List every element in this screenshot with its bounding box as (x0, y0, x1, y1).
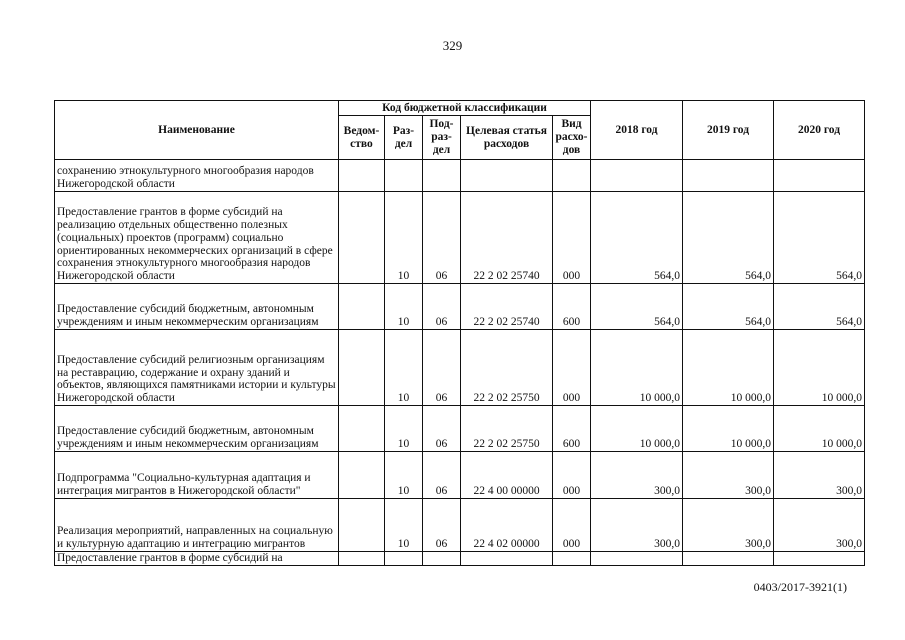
row-2019: 300,0 (683, 452, 774, 499)
row-razdel: 10 (385, 499, 423, 552)
header-vedomstvo: Ведом-ство (339, 116, 385, 160)
row-2019: 10 000,0 (683, 330, 774, 406)
row-name: Предоставление субсидий бюджетным, автономным учреждениям и иным некоммерческим организациям (55, 284, 339, 330)
row-vedomstvo (339, 192, 385, 284)
row-2020 (774, 160, 865, 192)
row-name: сохранению этнокультурного многообразия народов Нижегородской области (55, 160, 339, 192)
row-name: Предоставление грантов в форме субсидий на (55, 552, 339, 566)
table-row (55, 499, 865, 552)
row-2019: 564,0 (683, 284, 774, 330)
row-vedomstvo (339, 406, 385, 452)
row-podrazdel (423, 160, 461, 192)
table-row (55, 552, 865, 566)
row-target-article: 22 2 02 25750 (461, 330, 553, 406)
row-target-article: 22 2 02 25750 (461, 406, 553, 452)
row-expense-type: 000 (553, 452, 591, 499)
row-podrazdel: 06 (423, 330, 461, 406)
header-2019: 2019 год (683, 101, 774, 160)
row-podrazdel (423, 552, 461, 566)
row-vedomstvo (339, 552, 385, 566)
row-expense-type: 000 (553, 192, 591, 284)
row-name: Предоставление субсидий бюджетным, автономным учреждениям и иным некоммерческим организациям (55, 406, 339, 452)
row-2020: 564,0 (774, 192, 865, 284)
header-target-article: Целевая статья расходов (461, 116, 553, 160)
row-2018 (591, 160, 683, 192)
row-name: Подпрограмма "Социально-культурная адаптация и интеграция мигрантов в Нижегородской области" (55, 452, 339, 499)
page-number: 329 (442, 38, 463, 53)
row-2020: 10 000,0 (774, 406, 865, 452)
row-vedomstvo (339, 452, 385, 499)
row-expense-type: 600 (553, 406, 591, 452)
row-2019: 300,0 (683, 499, 774, 552)
row-expense-type: 000 (553, 499, 591, 552)
document-code: 0403/2017-3921(1) (753, 580, 847, 594)
header-budget-code-group: Код бюджетной классификации (339, 101, 591, 116)
row-razdel: 10 (385, 330, 423, 406)
table-row (55, 406, 865, 452)
row-name: Предоставление субсидий религиозным организациям на реставрацию, содержание и охрану зданий и объектов, являющихся памятниками истории и культуры Нижегородской области (55, 330, 339, 406)
row-name: Предоставление грантов в форме субсидий на реализацию отдельных общественно полезных (социальных) проектов (программ) социально ориентированных некоммерческих организаций в сфере сохранения этнокультурного многообразия народов Нижегородской области (55, 192, 339, 284)
row-2018: 564,0 (591, 284, 683, 330)
row-target-article (461, 160, 553, 192)
row-vedomstvo (339, 499, 385, 552)
row-2018: 300,0 (591, 452, 683, 499)
row-name: Реализация мероприятий, направленных на социальную и культурную адаптацию и интеграцию мигрантов (55, 499, 339, 552)
table-row (55, 160, 865, 192)
row-2018: 564,0 (591, 192, 683, 284)
row-expense-type (553, 160, 591, 192)
row-razdel: 10 (385, 192, 423, 284)
row-razdel: 10 (385, 406, 423, 452)
row-2019: 10 000,0 (683, 406, 774, 452)
row-2018: 300,0 (591, 499, 683, 552)
row-target-article: 22 2 02 25740 (461, 284, 553, 330)
header-podrazdel: Под-раз-дел (423, 116, 461, 160)
row-podrazdel: 06 (423, 192, 461, 284)
row-2020: 300,0 (774, 452, 865, 499)
row-razdel: 10 (385, 452, 423, 499)
row-podrazdel: 06 (423, 452, 461, 499)
row-vedomstvo (339, 330, 385, 406)
row-2018: 10 000,0 (591, 406, 683, 452)
header-expense-type: Вид расхо-дов (553, 116, 591, 160)
table-row (55, 330, 865, 406)
row-2020: 300,0 (774, 499, 865, 552)
row-podrazdel: 06 (423, 499, 461, 552)
budget-table (54, 100, 865, 566)
row-podrazdel: 06 (423, 284, 461, 330)
row-target-article: 22 4 00 00000 (461, 452, 553, 499)
row-vedomstvo (339, 160, 385, 192)
row-razdel: 10 (385, 284, 423, 330)
header-2018: 2018 год (591, 101, 683, 160)
row-2019: 564,0 (683, 192, 774, 284)
header-name: Наименование (55, 101, 339, 160)
row-2020 (774, 552, 865, 566)
row-expense-type: 000 (553, 330, 591, 406)
row-vedomstvo (339, 284, 385, 330)
row-expense-type (553, 552, 591, 566)
header-razdel: Раз-дел (385, 116, 423, 160)
row-target-article (461, 552, 553, 566)
row-2020: 564,0 (774, 284, 865, 330)
row-2018 (591, 552, 683, 566)
row-target-article: 22 4 02 00000 (461, 499, 553, 552)
table-row (55, 192, 865, 284)
row-2018: 10 000,0 (591, 330, 683, 406)
row-podrazdel: 06 (423, 406, 461, 452)
row-target-article: 22 2 02 25740 (461, 192, 553, 284)
header-2020: 2020 год (774, 101, 865, 160)
row-2020: 10 000,0 (774, 330, 865, 406)
row-razdel (385, 552, 423, 566)
row-razdel (385, 160, 423, 192)
row-2019 (683, 160, 774, 192)
table-row (55, 452, 865, 499)
row-2019 (683, 552, 774, 566)
table-row (55, 284, 865, 330)
row-expense-type: 600 (553, 284, 591, 330)
